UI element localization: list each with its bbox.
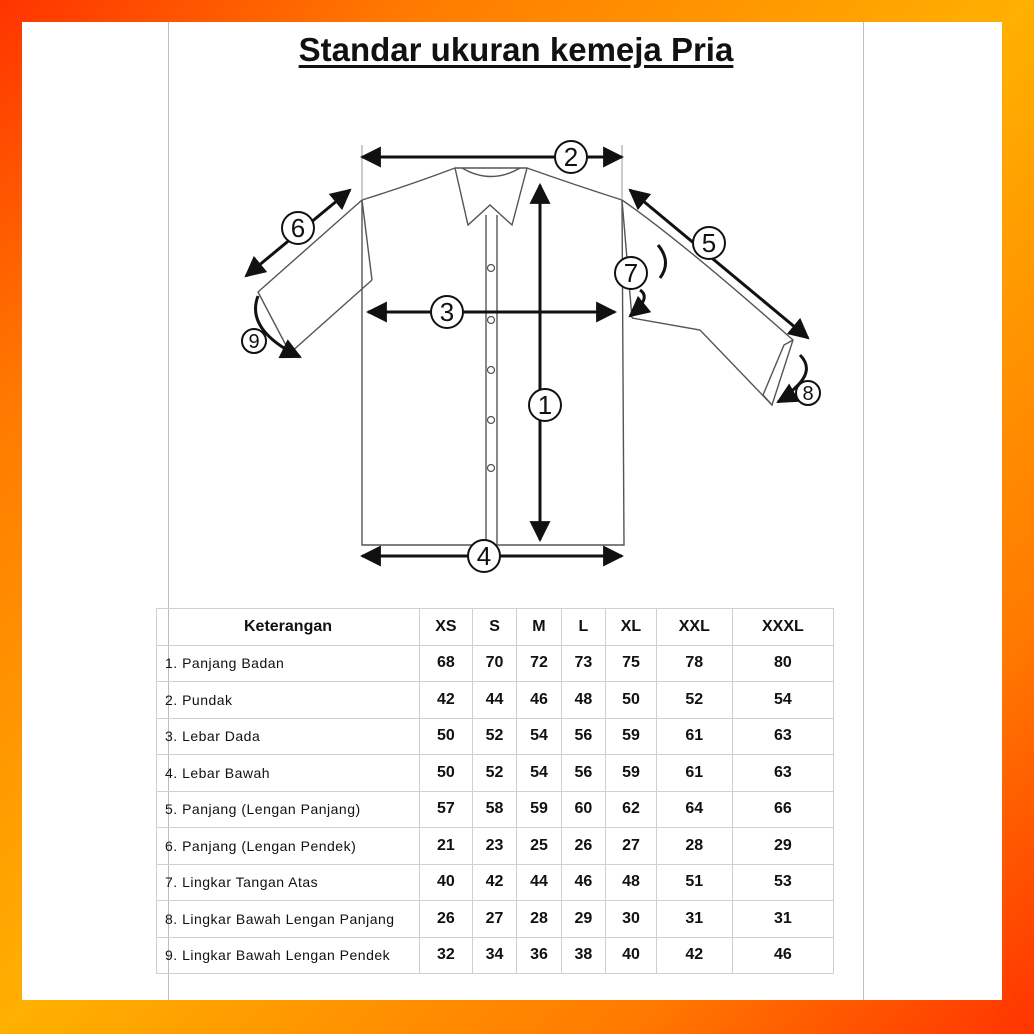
svg-text:9: 9 xyxy=(248,331,260,353)
size-value-cell: 34 xyxy=(472,937,516,974)
row-label: 9. Lingkar Bawah Lengan Pendek xyxy=(157,937,420,974)
size-value-cell: 54 xyxy=(517,755,561,792)
size-value-cell: 73 xyxy=(561,645,605,682)
size-value-cell: 48 xyxy=(561,682,605,719)
size-value-cell: 28 xyxy=(656,828,732,865)
size-value-cell: 59 xyxy=(606,718,657,755)
shirt-outline xyxy=(258,168,793,545)
column-header-size: XL xyxy=(606,609,657,646)
column-header-keterangan: Keterangan xyxy=(157,609,420,646)
size-value-cell: 50 xyxy=(606,682,657,719)
size-value-cell: 63 xyxy=(732,718,833,755)
size-value-cell: 52 xyxy=(472,755,516,792)
size-value-cell: 50 xyxy=(420,718,473,755)
size-value-cell: 46 xyxy=(732,937,833,974)
column-header-size: L xyxy=(561,609,605,646)
size-value-cell: 72 xyxy=(517,645,561,682)
size-value-cell: 27 xyxy=(472,901,516,938)
row-label: 2. Pundak xyxy=(157,682,420,719)
size-value-cell: 62 xyxy=(606,791,657,828)
table-row xyxy=(157,718,834,755)
size-value-cell: 60 xyxy=(561,791,605,828)
row-label: 4. Lebar Bawah xyxy=(157,755,420,792)
table-row xyxy=(157,755,834,792)
svg-text:6: 6 xyxy=(290,213,306,243)
page-title: Standar ukuran kemeja Pria xyxy=(298,31,734,68)
size-value-cell: 63 xyxy=(732,755,833,792)
size-value-cell: 64 xyxy=(656,791,732,828)
size-value-cell: 58 xyxy=(472,791,516,828)
size-value-cell: 52 xyxy=(656,682,732,719)
svg-text:1: 1 xyxy=(537,390,553,420)
svg-text:3: 3 xyxy=(439,297,455,327)
size-value-cell: 56 xyxy=(561,718,605,755)
size-value-cell: 42 xyxy=(656,937,732,974)
size-value-cell: 40 xyxy=(420,864,473,901)
row-label: 5. Panjang (Lengan Panjang) xyxy=(157,791,420,828)
size-value-cell: 46 xyxy=(561,864,605,901)
size-value-cell: 44 xyxy=(517,864,561,901)
marker-7 xyxy=(615,257,647,289)
column-header-size: S xyxy=(472,609,516,646)
row-label: 8. Lingkar Bawah Lengan Panjang xyxy=(157,901,420,938)
size-value-cell: 80 xyxy=(732,645,833,682)
size-value-cell: 46 xyxy=(517,682,561,719)
size-value-cell: 28 xyxy=(517,901,561,938)
size-value-cell: 21 xyxy=(420,828,473,865)
table-row xyxy=(157,901,834,938)
size-value-cell: 36 xyxy=(517,937,561,974)
row-label: 6. Panjang (Lengan Pendek) xyxy=(157,828,420,865)
table-row xyxy=(157,937,834,974)
svg-text:8: 8 xyxy=(802,383,814,405)
table-row xyxy=(157,864,834,901)
size-value-cell: 66 xyxy=(732,791,833,828)
row-label: 3. Lebar Dada xyxy=(157,718,420,755)
size-value-cell: 29 xyxy=(732,828,833,865)
size-value-cell: 25 xyxy=(517,828,561,865)
marker-3 xyxy=(431,296,463,328)
size-value-cell: 31 xyxy=(656,901,732,938)
size-value-cell: 42 xyxy=(472,864,516,901)
column-header-size: XXL xyxy=(656,609,732,646)
size-value-cell: 59 xyxy=(517,791,561,828)
size-value-cell: 27 xyxy=(606,828,657,865)
marker-8 xyxy=(796,381,820,405)
marker-1 xyxy=(529,389,561,421)
size-value-cell: 53 xyxy=(732,864,833,901)
marker-5 xyxy=(693,227,725,259)
marker-6 xyxy=(282,212,314,244)
table-row xyxy=(157,682,834,719)
size-value-cell: 54 xyxy=(732,682,833,719)
size-value-cell: 29 xyxy=(561,901,605,938)
size-value-cell: 54 xyxy=(517,718,561,755)
size-value-cell: 61 xyxy=(656,755,732,792)
marker-4 xyxy=(468,540,500,572)
size-value-cell: 51 xyxy=(656,864,732,901)
size-value-cell: 52 xyxy=(472,718,516,755)
arrow-5-long-sleeve xyxy=(630,190,808,338)
size-value-cell: 26 xyxy=(561,828,605,865)
table-row xyxy=(157,828,834,865)
size-value-cell: 68 xyxy=(420,645,473,682)
marker-9 xyxy=(242,329,266,353)
table-row xyxy=(157,645,834,682)
size-value-cell: 48 xyxy=(606,864,657,901)
size-value-cell: 57 xyxy=(420,791,473,828)
size-value-cell: 56 xyxy=(561,755,605,792)
size-value-cell: 42 xyxy=(420,682,473,719)
svg-text:4: 4 xyxy=(476,541,492,571)
row-label: 1. Panjang Badan xyxy=(157,645,420,682)
size-value-cell: 30 xyxy=(606,901,657,938)
column-header-size: M xyxy=(517,609,561,646)
svg-text:2: 2 xyxy=(563,142,579,172)
size-table xyxy=(156,608,834,974)
table-row xyxy=(157,791,834,828)
size-value-cell: 31 xyxy=(732,901,833,938)
table-header-row xyxy=(157,609,834,646)
size-value-cell: 50 xyxy=(420,755,473,792)
size-value-cell: 38 xyxy=(561,937,605,974)
svg-text:5: 5 xyxy=(701,228,717,258)
row-label: 7. Lingkar Tangan Atas xyxy=(157,864,420,901)
marker-2 xyxy=(555,141,587,173)
table-body xyxy=(157,645,834,974)
size-value-cell: 23 xyxy=(472,828,516,865)
size-value-cell: 75 xyxy=(606,645,657,682)
size-value-cell: 78 xyxy=(656,645,732,682)
size-value-cell: 40 xyxy=(606,937,657,974)
column-header-size: XS xyxy=(420,609,473,646)
column-header-size: XXXL xyxy=(732,609,833,646)
size-value-cell: 26 xyxy=(420,901,473,938)
size-value-cell: 44 xyxy=(472,682,516,719)
size-value-cell: 59 xyxy=(606,755,657,792)
size-value-cell: 32 xyxy=(420,937,473,974)
size-value-cell: 61 xyxy=(656,718,732,755)
size-value-cell: 70 xyxy=(472,645,516,682)
svg-text:7: 7 xyxy=(623,258,639,288)
